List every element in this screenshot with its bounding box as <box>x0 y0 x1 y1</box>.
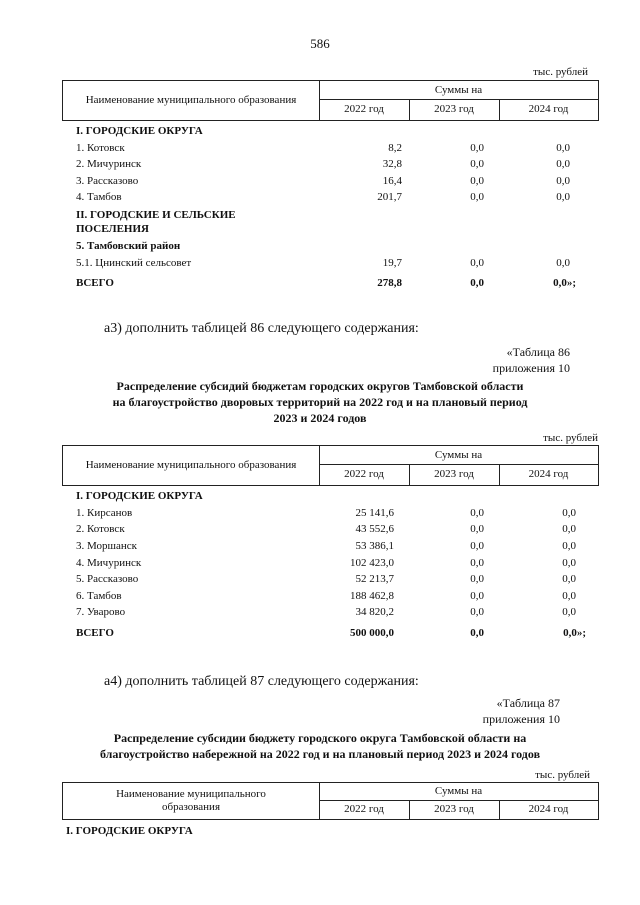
table87-title: Распределение субсидии бюджету городского округа Тамбовской области на благоустройство набережной на 2022 год и на плановый период 2023 и 2024 годов <box>99 731 541 762</box>
table1-section-settlements-line1: II. ГОРОДСКИЕ И СЕЛЬСКИЕ <box>76 209 236 221</box>
table87-reference <box>410 696 560 727</box>
table1-section-city-districts: I. ГОРОДСКИЕ ОКРУГА <box>76 125 203 137</box>
table2-header <box>62 445 599 486</box>
header-sums: Суммы на <box>434 448 483 461</box>
table1-header <box>62 80 599 121</box>
header-sums: Суммы на <box>434 785 483 798</box>
appendix-label: приложения 10 <box>492 360 570 375</box>
paragraph-a3: а3) дополнить таблицей 86 следующего содержания: <box>104 321 419 336</box>
table86-reference <box>420 345 570 376</box>
header-2022: 2022 год <box>344 468 384 481</box>
header-2024: 2024 год <box>528 468 569 481</box>
units-label: тыс. рублей <box>533 66 588 78</box>
header-sums: Суммы на <box>434 83 483 96</box>
units-label: тыс. рублей <box>535 769 590 781</box>
header-2023: 2023 год <box>434 103 474 116</box>
table86-title: Распределение субсидий бюджетам городских округов Тамбовской области на благоустройство дворовых территорий на 2022 год и на плановый период 2023 и 2024 годов <box>112 379 528 426</box>
table2-section-city-districts: I. ГОРОДСКИЕ ОКРУГА <box>76 490 203 502</box>
units-label: тыс. рублей <box>543 432 598 444</box>
header-name-column: Наименование муниципального образования <box>85 94 297 107</box>
table3-section-city-districts: I. ГОРОДСКИЕ ОКРУГА <box>66 825 193 837</box>
header-2022: 2022 год <box>344 803 384 816</box>
table86-label: «Таблица 86 <box>506 345 570 359</box>
header-name-column: Наименование муниципального образования <box>85 459 297 472</box>
page-number: 586 <box>310 36 330 51</box>
table3-header <box>62 782 599 820</box>
header-2024: 2024 год <box>528 103 569 116</box>
header-2022: 2022 год <box>344 103 384 116</box>
table1-subsection-tambov-district: 5. Тамбовский район <box>76 240 181 252</box>
table1-section-settlements-line2: ПОСЕЛЕНИЯ <box>76 223 149 235</box>
appendix-label: приложения 10 <box>482 711 560 726</box>
header-name-column: Наименование муниципального образования <box>116 788 266 813</box>
paragraph-a4: а4) дополнить таблицей 87 следующего содержания: <box>104 674 419 689</box>
table87-label: «Таблица 87 <box>496 696 560 710</box>
header-2023: 2023 год <box>434 468 474 481</box>
header-2023: 2023 год <box>434 803 474 816</box>
header-2024: 2024 год <box>528 803 569 816</box>
